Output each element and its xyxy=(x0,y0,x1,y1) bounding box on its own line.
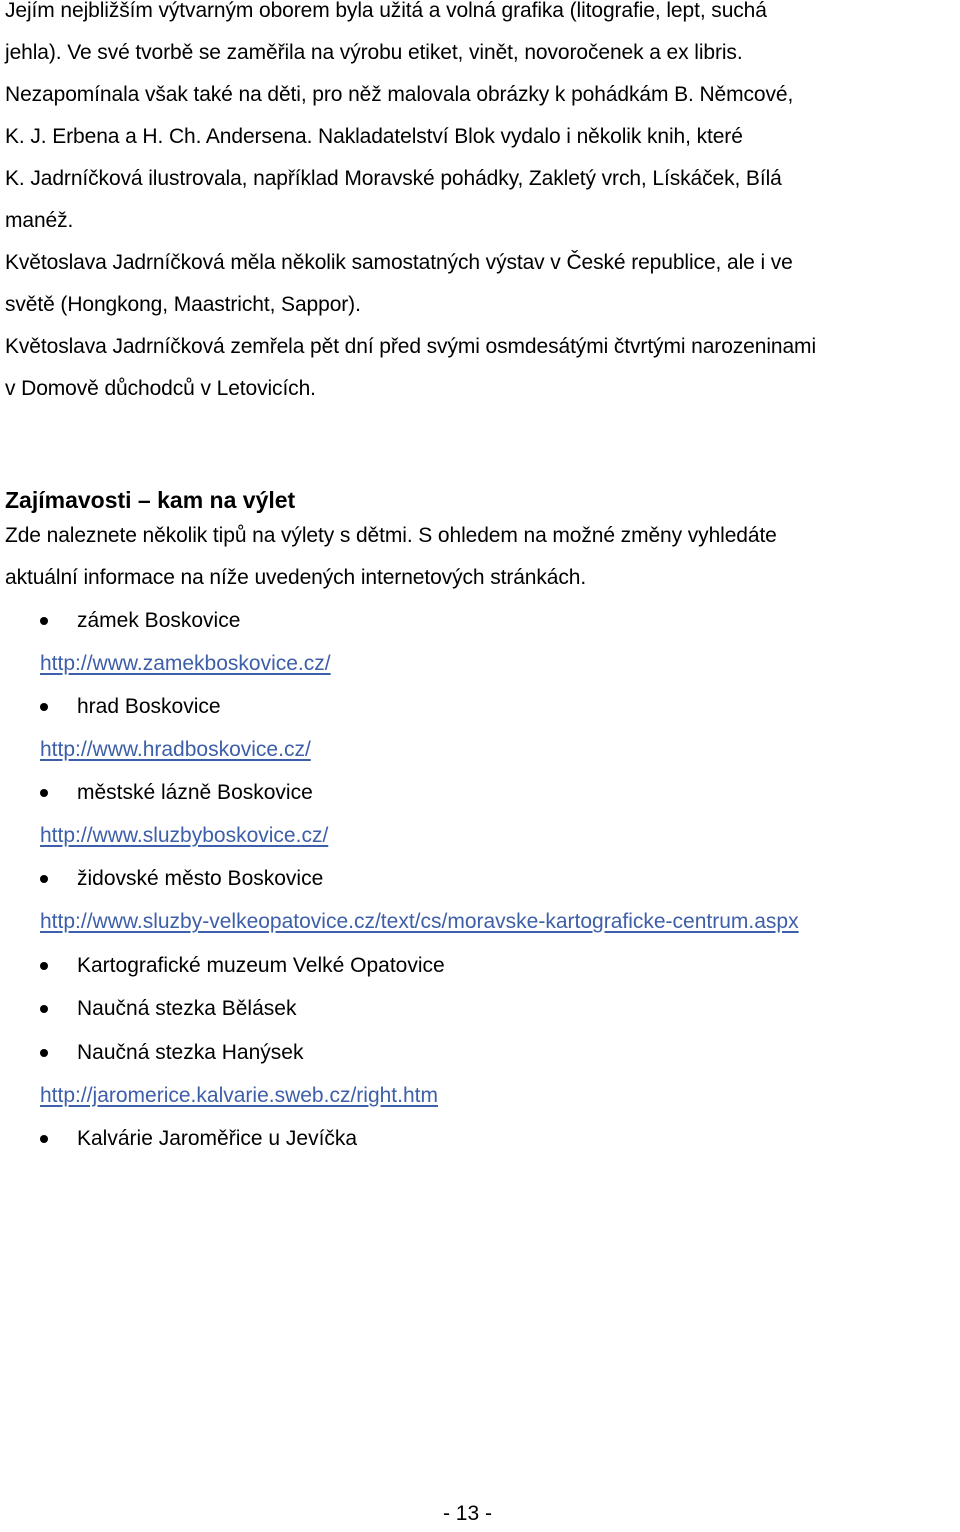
link-jaromerice-kalvarie[interactable]: http://jaromerice.kalvarie.sweb.cz/right.htm xyxy=(40,1084,438,1107)
bullet-icon xyxy=(40,617,48,625)
bullet-icon xyxy=(40,789,48,797)
list-item-label: zámek Boskovice xyxy=(77,609,241,632)
list-item-label: židovské město Boskovice xyxy=(77,867,324,890)
list-item-label: Naučná stezka Bělásek xyxy=(77,997,297,1020)
paragraph-exhibitions: Květoslava Jadrníčková měla několik samostatných výstav v České republice, ale i ve světě (Hongkong, Maastricht, Sappor). xyxy=(5,251,793,316)
bullet-icon xyxy=(40,1005,48,1013)
bullet-icon xyxy=(40,1135,48,1143)
paragraph-death: Květoslava Jadrníčková zemřela pět dní před svými osmdesátými čtvrtými narozeninami v Domově důchodců v Letovicích. xyxy=(5,335,817,400)
section-intro: Zde naleznete několik tipů na výlety s dětmi. S ohledem na možné změny vyhledáte aktuální informace na níže uvedených internetových stránkách. xyxy=(5,524,777,589)
link-sluzby-boskovice[interactable]: http://www.sluzbyboskovice.cz/ xyxy=(40,824,329,847)
bullet-icon xyxy=(40,962,48,970)
section-heading: Zajímavosti – kam na výlet xyxy=(5,487,296,513)
list-item-label: Kartografické muzeum Velké Opatovice xyxy=(77,954,445,977)
link-kartograficke-centrum[interactable]: http://www.sluzby-velkeopatovice.cz/text/cs/moravske-kartograficke-centrum.aspx xyxy=(40,910,799,933)
list-item-label: městské lázně Boskovice xyxy=(77,781,313,804)
bullet-icon xyxy=(40,1049,48,1057)
link-hrad-boskovice[interactable]: http://www.hradboskovice.cz/ xyxy=(40,738,311,761)
page-number: - 13 - xyxy=(442,1502,492,1525)
list-item-label: Kalvárie Jaroměřice u Jevíčka xyxy=(77,1127,358,1150)
paragraph-biography: Jejím nejbližším výtvarným oborem byla užitá a volná grafika (litografie, lept, suchá jehla). Ve své tvorbě se zaměřila na výrobu etiket, vinět, novoročenek a ex libris. Nezapomínala však také na děti, pro něž malovala obrázky k pohádkám B. Němcové, K. J. Erbena a H. Ch. Andersena. Nakladatelství Blok vydalo i několik knih, které K. Jadrníčková ilustrovala, například Moravské pohádky, Zakletý vrch, Lískáček, Bílá manéž. xyxy=(5,0,794,232)
list-item-label: Naučná stezka Hanýsek xyxy=(77,1041,304,1064)
page-footer xyxy=(0,1496,960,1532)
bullet-icon xyxy=(40,703,48,711)
list-item-label: hrad Boskovice xyxy=(77,695,221,718)
link-zamek-boskovice[interactable]: http://www.zamekboskovice.cz/ xyxy=(40,652,331,675)
bullet-icon xyxy=(40,875,48,883)
